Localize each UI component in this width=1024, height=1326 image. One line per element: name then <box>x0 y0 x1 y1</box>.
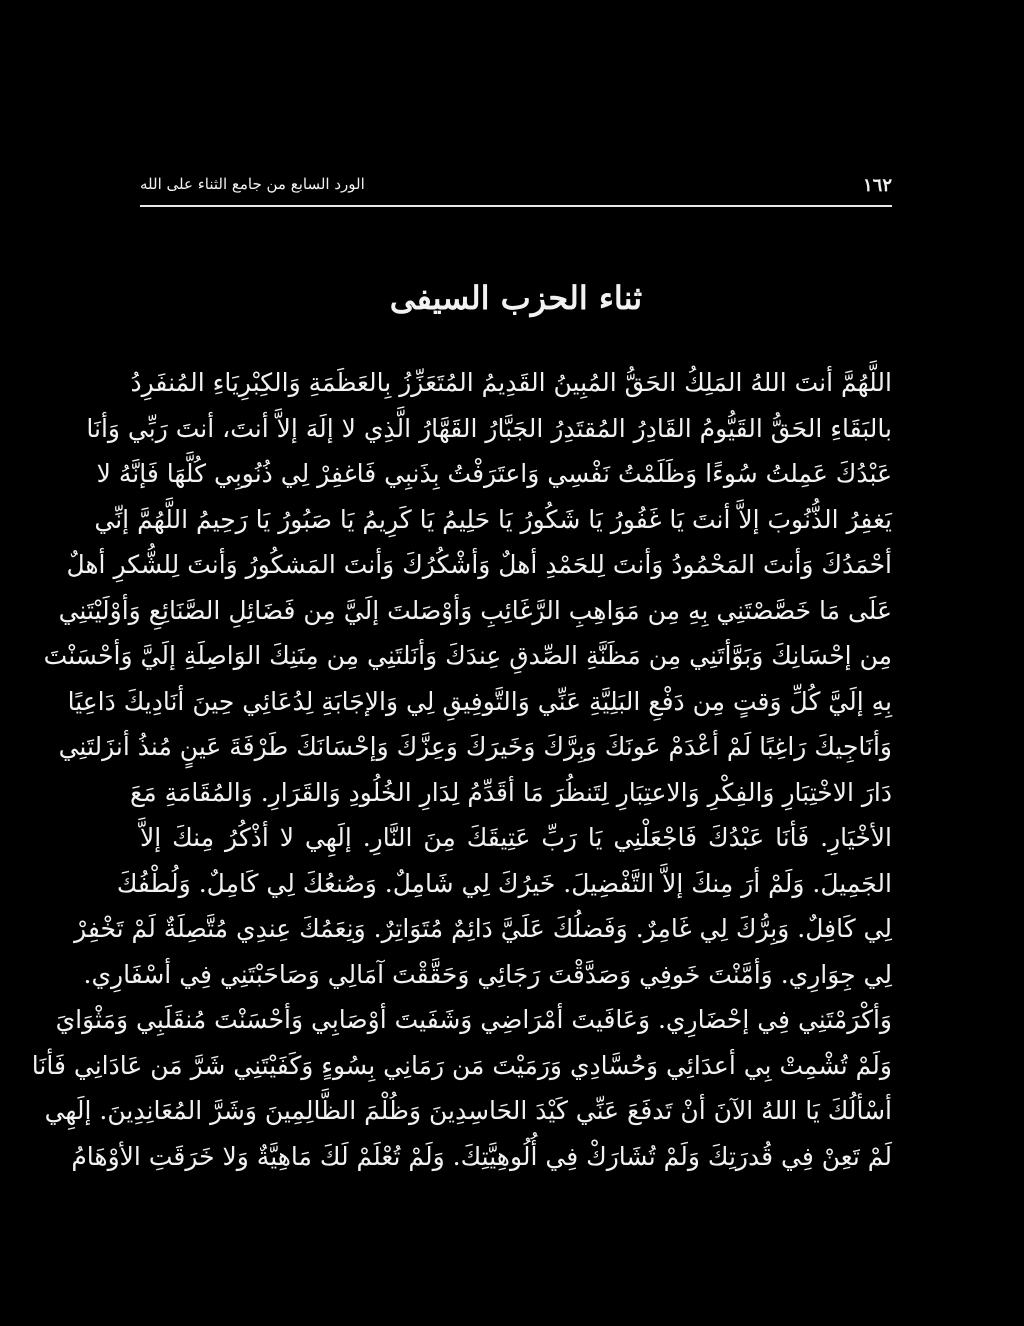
text-line: وَلَمْ تُشْمِتْ بِي أعدَائِي وَحُسَّادِي وَرَمَيْتَ مَن رَمَانِي بِسُوءٍ وَكَفَيْتَنِي شَرَّ مَن عَادَانِي فَأنَا <box>31 1050 892 1080</box>
text-line: وَأنَاجِيكَ رَاغِبًا لَمْ أعْدَمْ عَونَكَ وَبِرَّكَ وَخَيرَكَ وَعِزَّكَ وَإحْسَانَكَ طَرْفَةَ عَينٍ مُنذُ أنزَلتَنِي <box>58 732 892 761</box>
text-line: الأخْيَارِ. فَأنَا عَبْدُكَ فَاجْعَلْنِي يَا رَبِّ عَتِيقَكَ مِنَ النَّارِ. إلَهِي لا أذْكُرُ مِنكَ إلاَّ <box>140 823 892 852</box>
page-header <box>140 168 892 200</box>
text-line: عَلَى مَا خَصَّصْتَنِي بِهِ مِن مَوَاهِبِ الرَّغَائِبِ وَأوْصَلتَ إلَيَّ مِن فَضَائِلِ الصَّنَائِعِ وَأوْلَيْتَنِي <box>58 595 892 625</box>
text-line: عَبْدُكَ عَمِلتُ سُوءًا وَظَلَمْتُ نَفْسِي وَاعتَرَفْتُ بِذَنبِي فَاغفِرْ لِي ذُنُوبِي كُلَّهَا فَإنَّهُ لا <box>96 459 892 488</box>
text-line: وَأكْرَمْتَنِي فِي إحْضَارِي. وَعَافَيتَ أمْرَاضِي وَشَفَيتَ أوْصَابِي وَأحْسَنْتَ مُنقَلَبِي وَمَثْوَايَ <box>55 1005 892 1034</box>
text-line: مِن إحْسَانِكَ وَبَوَّأتَنِي مِن مَظَنَّةِ الصِّدقِ عِندَكَ وَأنَلتَنِي مِن مِنَنِكَ الوَاصِلَةِ إلَيَّ وَأحْسَنْتَ <box>43 641 892 670</box>
running-title: الورد السابع من جامع الثناء على الله <box>140 175 365 193</box>
body-text <box>31 360 892 1179</box>
text-line: أسْألُكَ يَا اللهُ الآنَ أنْ تَدفَعَ عَنِّي كَيْدَ الحَاسِدِينَ وَظُلْمَ الظَّالِمِينَ وَشَرَّ المُعَانِدِينَ. إلَهِي <box>44 1096 892 1125</box>
page-number: ١٦٢ <box>862 175 892 196</box>
section-title: ثناء الحزب السيفى <box>389 279 643 317</box>
text-line: بِهِ إلَيَّ كُلِّ وَقتٍ مِن دَفْعِ البَلِيَّةِ عَنِّي وَالتَّوفِيقِ لِي وَالإجَابَةِ لِدُعَائِي حِينَ أنَادِيكَ دَاعِيًا <box>67 686 892 716</box>
text-line: اللَّهُمَّ أنتَ اللهُ المَلِكُ الحَقُّ المُبِينُ القَدِيمُ المُتَعَزِّزُ بِالعَظَمَةِ وَالكِبْرِيَاءِ المُنفَرِدُ <box>130 368 892 397</box>
text-line: بالبَقَاءِ الحَقُّ القَيُّومُ القَادِرُ المُقتَدِرُ الجَبَّارُ القَهَّارُ الَّذِي لا إلَهَ إلاَّ أنتَ، أنتَ رَبِّي وَأنَا <box>86 413 892 443</box>
text-line: أحْمَدُكَ وَأنتَ المَحْمُودُ وَأنتَ لِلحَمْدِ أهلٌ وَأشْكُرُكَ وَأنتَ المَشكُورُ وَأنتَ لِلشُّكرِ أهلٌ <box>66 550 892 579</box>
text-line: لِي جِوَارِي. وَأمَّنْتَ خَوفِي وَصَدَّقْتَ رَجَائِي وَحَقَّقْتَ آمَالِي وَصَاحَبْتَنِي فِي أسْفَارِي. <box>83 959 892 989</box>
text-line: دَارَ الاخْتِبَارِ وَالفِكْرِ وَالاعتِبَارِ لِتَنظُرَ مَا أقَدِّمُ لِدَارِ الخُلُودِ وَالقَرَارِ. وَالمُقَامَةِ مَعَ <box>129 777 892 807</box>
header-divider <box>140 205 892 207</box>
text-line: الجَمِيلَ. وَلَمْ أرَ مِنكَ إلاَّ التَّفْضِيلَ. خَيرُكَ لِي شَامِلٌ. وَصُنعُكَ لِي كَامِلٌ. وَلُطْفُكَ <box>116 868 892 898</box>
text-line: يَغفِرُ الذُّنُوبَ إلاَّ أنتَ يَا غَفُورُ يَا شَكُورُ يَا حَلِيمُ يَا كَرِيمُ يَا صَبُورُ يَا رَحِيمُ اللَّهُمَّ إنِّي <box>94 504 892 534</box>
text-line: لِي كَافِلٌ. وَبِرُّكَ لِي غَامِرٌ. وَفَضلُكَ عَلَيَّ دَائِمٌ مُتَوَاتِرٌ. وَنِعَمُكَ عِندِي مُتَّصِلَةٌ لَمْ تَخْفِرْ <box>74 914 892 943</box>
text-line: لَمْ تَعِنْ فِي قُدرَتِكَ وَلَمْ تُشَارَكْ فِي أُلُوهِيَّتِكَ. وَلَمْ تُعْلَمْ لَكَ مَاهِيَّةٌ وَلا خَرَقَتِ الأوْهَامُ <box>71 1141 892 1171</box>
